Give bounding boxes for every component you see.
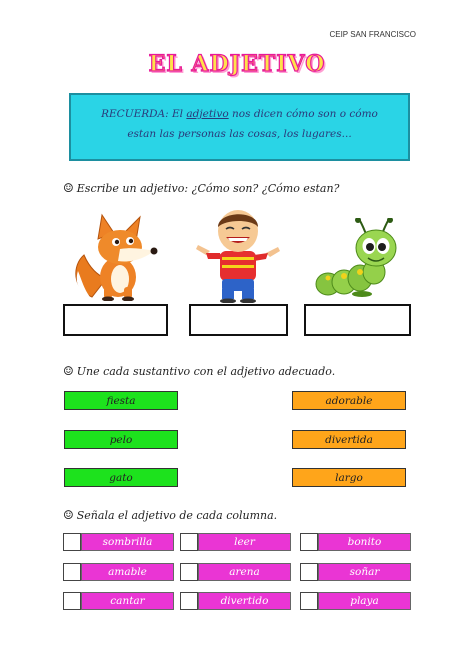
checkbox-amable[interactable] <box>63 563 81 581</box>
instruction-1-text: Escribe un adjetivo: ¿Cómo son? ¿Cómo estan? <box>76 182 340 195</box>
recuerda-suffix: nos dicen cómo son o cómo <box>228 108 378 120</box>
fox-picture <box>72 209 162 301</box>
checkbox-cantar[interactable] <box>63 592 81 610</box>
recuerda-keyword: adjetivo <box>186 108 229 120</box>
page-title: EL ADJETIVO <box>148 51 326 77</box>
caterpillar-picture <box>314 218 410 302</box>
noun-fiesta[interactable]: fiesta <box>64 391 178 410</box>
smiley-icon: ☺ <box>63 181 74 195</box>
noun-pelo[interactable]: pelo <box>64 430 178 449</box>
checkbox-sombrilla[interactable] <box>63 533 81 551</box>
smiley-icon: ☺ <box>63 364 74 378</box>
adjective-adorable[interactable]: adorable <box>292 391 406 410</box>
instruction-2 <box>63 364 335 378</box>
instruction-3 <box>63 508 277 522</box>
checkbox-arena[interactable] <box>180 563 198 581</box>
instruction-2-text: Une cada sustantivo con el adjetivo adecuado. <box>76 365 336 378</box>
smiley-icon: ☺ <box>63 508 74 522</box>
word-amable: amable <box>81 563 174 581</box>
word-arena: arena <box>198 563 291 581</box>
checkbox-playa[interactable] <box>300 592 318 610</box>
word-sombrilla: sombrilla <box>81 533 174 551</box>
adjective-largo[interactable]: largo <box>292 468 406 487</box>
answer-box-caterpillar[interactable] <box>304 304 411 336</box>
boy-picture <box>196 207 280 303</box>
word-leer: leer <box>198 533 291 551</box>
answer-box-boy[interactable] <box>189 304 288 336</box>
instruction-1 <box>63 181 339 195</box>
recuerda-line-1 <box>85 104 394 124</box>
word-sonar: soñar <box>318 563 411 581</box>
recuerda-line-2: estan las personas las cosas, los lugares... <box>127 128 352 141</box>
checkbox-sonar[interactable] <box>300 563 318 581</box>
checkbox-divertido[interactable] <box>180 592 198 610</box>
checkbox-leer[interactable] <box>180 533 198 551</box>
adjective-divertida[interactable]: divertida <box>292 430 406 449</box>
answer-box-fox[interactable] <box>63 304 168 336</box>
recuerda-prefix: RECUERDA: El <box>101 108 187 120</box>
word-bonito: bonito <box>318 533 411 551</box>
recuerda-box <box>69 93 410 161</box>
word-playa: playa <box>318 592 411 610</box>
checkbox-bonito[interactable] <box>300 533 318 551</box>
instruction-3-text: Señala el adjetivo de cada columna. <box>76 509 278 522</box>
school-name: CEIP SAN FRANCISCO <box>329 30 416 39</box>
word-divertido: divertido <box>198 592 291 610</box>
word-cantar: cantar <box>81 592 174 610</box>
noun-gato[interactable]: gato <box>64 468 178 487</box>
